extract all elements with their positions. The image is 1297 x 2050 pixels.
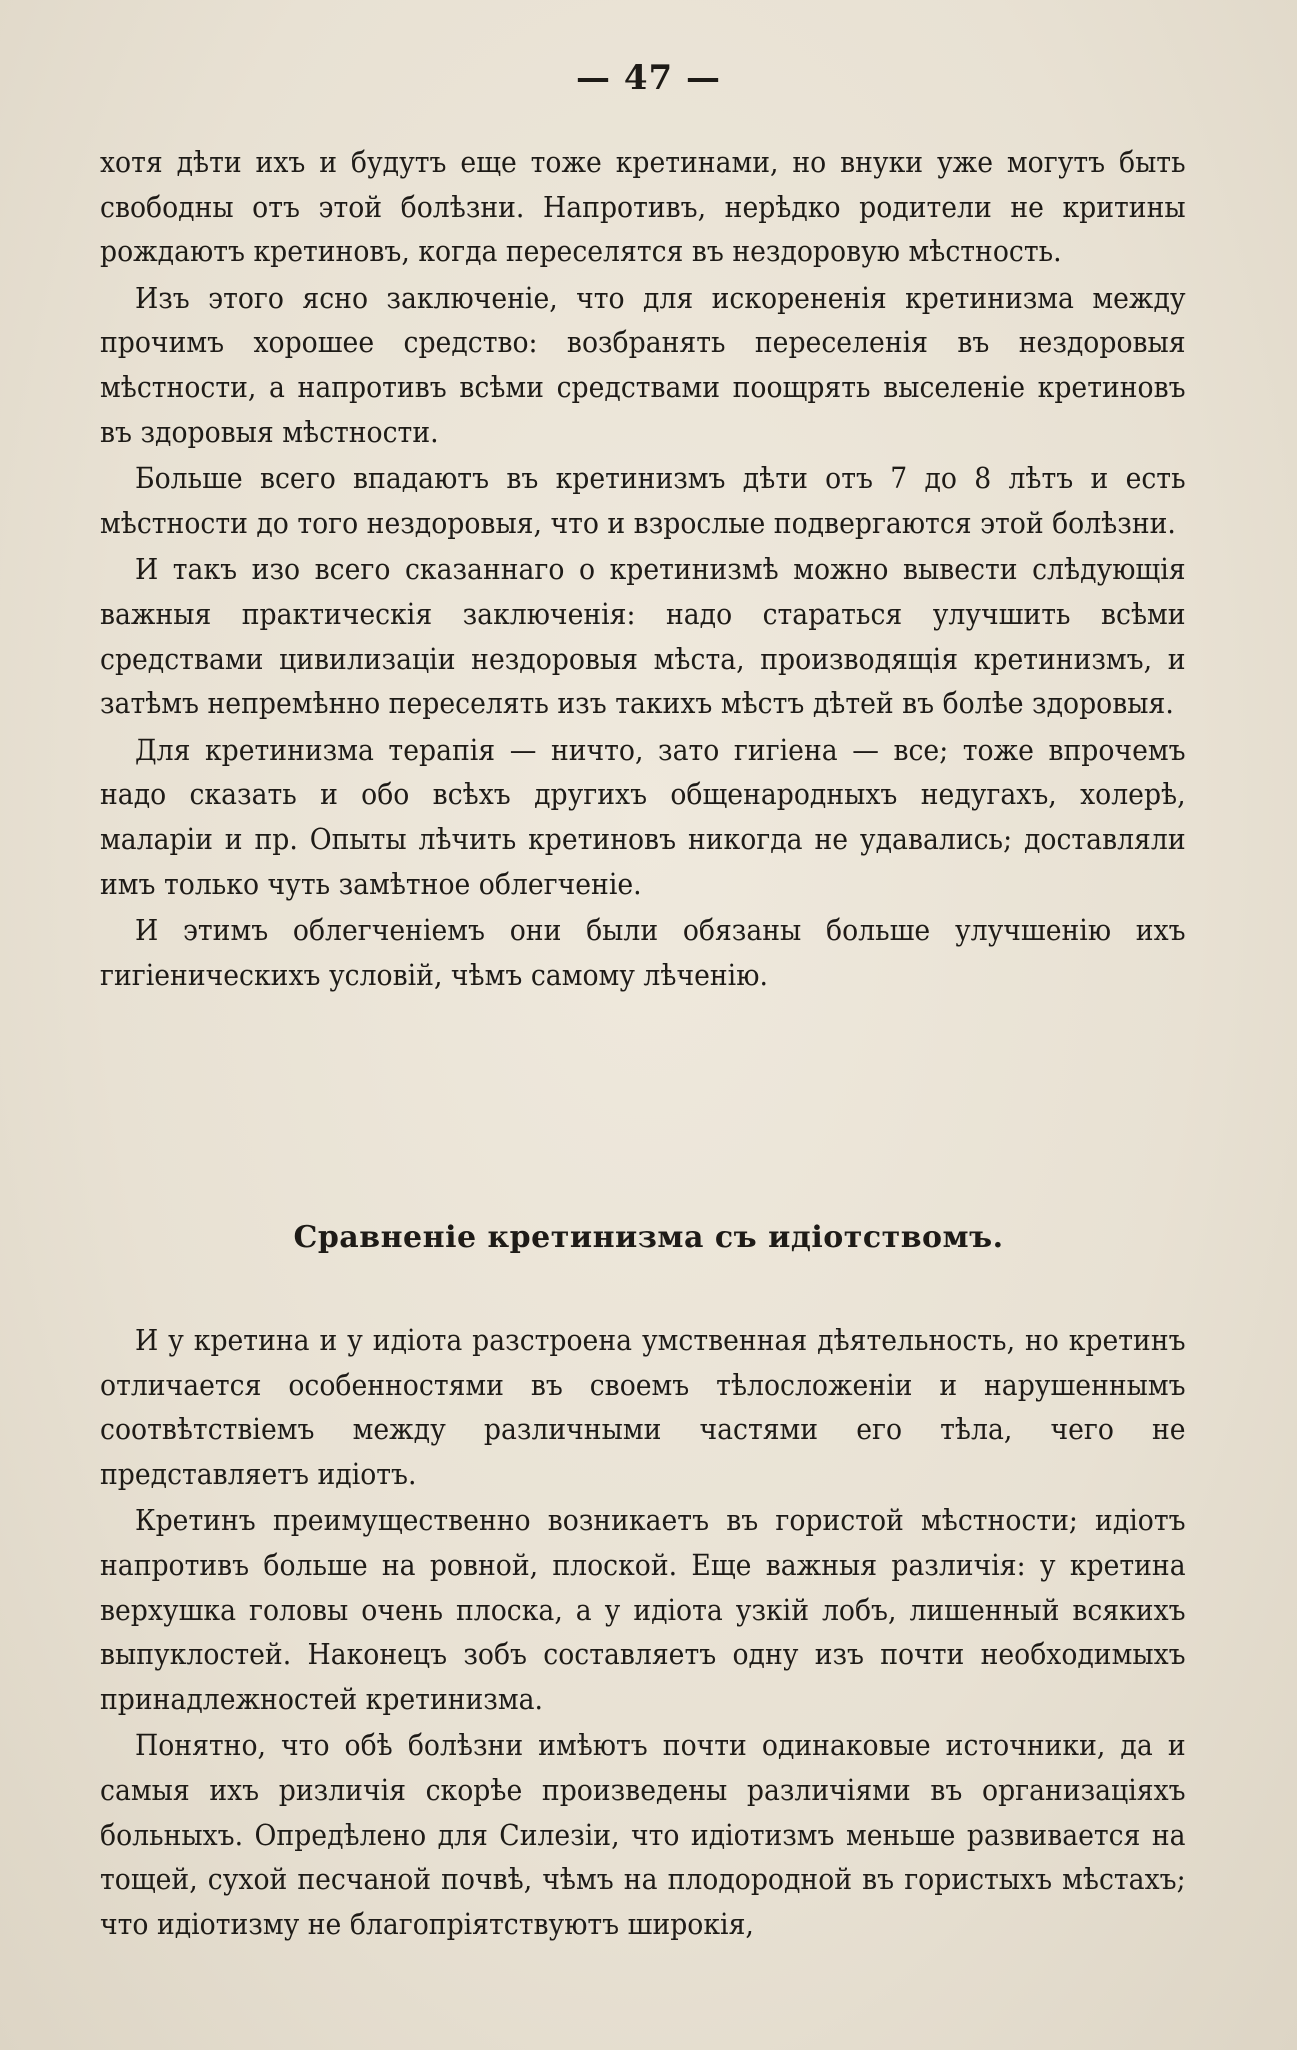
paragraph: Для кретинизма терапія — ничто, зато гигіена — все; тоже впрочемъ надо сказать и обо всѣхъ другихъ общенародныхъ недугахъ, холерѣ, маларіи и пр. Опыты лѣчить кретиновъ никогда не удавались; доставляли имъ только чуть замѣтное облегченіе. (100, 732, 1186, 901)
text-block-lower (100, 1318, 1186, 1948)
page-number: — 47 — (576, 58, 721, 98)
paragraph: Больше всего впадаютъ въ кретинизмъ дѣти отъ 7 до 8 лѣтъ и есть мѣстности до того нездоровыя, что и взрослые подвергаются этой болѣзни. (100, 461, 1186, 540)
paragraph: хотя дѣти ихъ и будутъ еще тоже кретинами, но внуки уже могутъ быть свободны отъ этой болѣзни. Напротивъ, нерѣдко родители не критины рождаютъ кретиновъ, когда переселятся въ нездоровую мѣстность. (100, 145, 1186, 269)
section-heading: Сравненіе кретинизма съ идіотствомъ. (293, 1220, 1004, 1255)
paragraph: Понятно, что обѣ болѣзни имѣютъ почти одинаковые источники, да и самыя ихъ ризличія скорѣе произведены различіями въ организаціяхъ больныхъ. Опредѣлено для Силезіи, что идіотизмъ меньше развивается на тощей, сухой песчаной почвѣ, чѣмъ на плодородной въ гористыхъ мѣстахъ; что идіотизму не благопріятствуютъ широкія, (100, 1728, 1186, 1941)
paragraph: И у кретина и у идіота разстроена умственная дѣятельность, но кретинъ отличается особенностями въ своемъ тѣлосложеніи и нарушеннымъ соотвѣтствіемъ между различными частями его тѣла, чего не представляетъ идіотъ. (100, 1323, 1186, 1491)
paragraph: Изъ этого ясно заключеніе, что для искорененія кретинизма между прочимъ хорошее средство: возбранять переселенія въ нездоровыя мѣстности, а напротивъ всѣми средствами поощрять выселеніе кретиновъ въ здоровыя мѣстности. (100, 280, 1186, 449)
paragraph: И такъ изо всего сказаннаго о кретинизмѣ можно вывести слѣдующія важныя практическія заключенія: надо стараться улучшить всѣми средствами цивилизаціи нездоровыя мѣста, производящія кретинизмъ, и затѣмъ непремѣнно переселять изъ такихъ мѣстъ дѣтей въ болѣе здоровыя. (100, 552, 1186, 721)
paragraph: И этимъ облегченіемъ они были обязаны больше улучшенію ихъ гигіеническихъ условій, чѣмъ самому лѣченію. (100, 913, 1186, 992)
paragraph: Кретинъ преимущественно возникаетъ въ гористой мѣстности; идіотъ напротивъ больше на ровной, плоской. Еще важныя различія: у кретина верхушка головы очень плоска, а у идіота узкій лобъ, лишенный всякихъ выпуклостей. Наконецъ зобъ составляетъ одну изъ почти необходимыхъ принадлежностей кретинизма. (100, 1503, 1186, 1716)
text-block-upper (100, 140, 1186, 999)
